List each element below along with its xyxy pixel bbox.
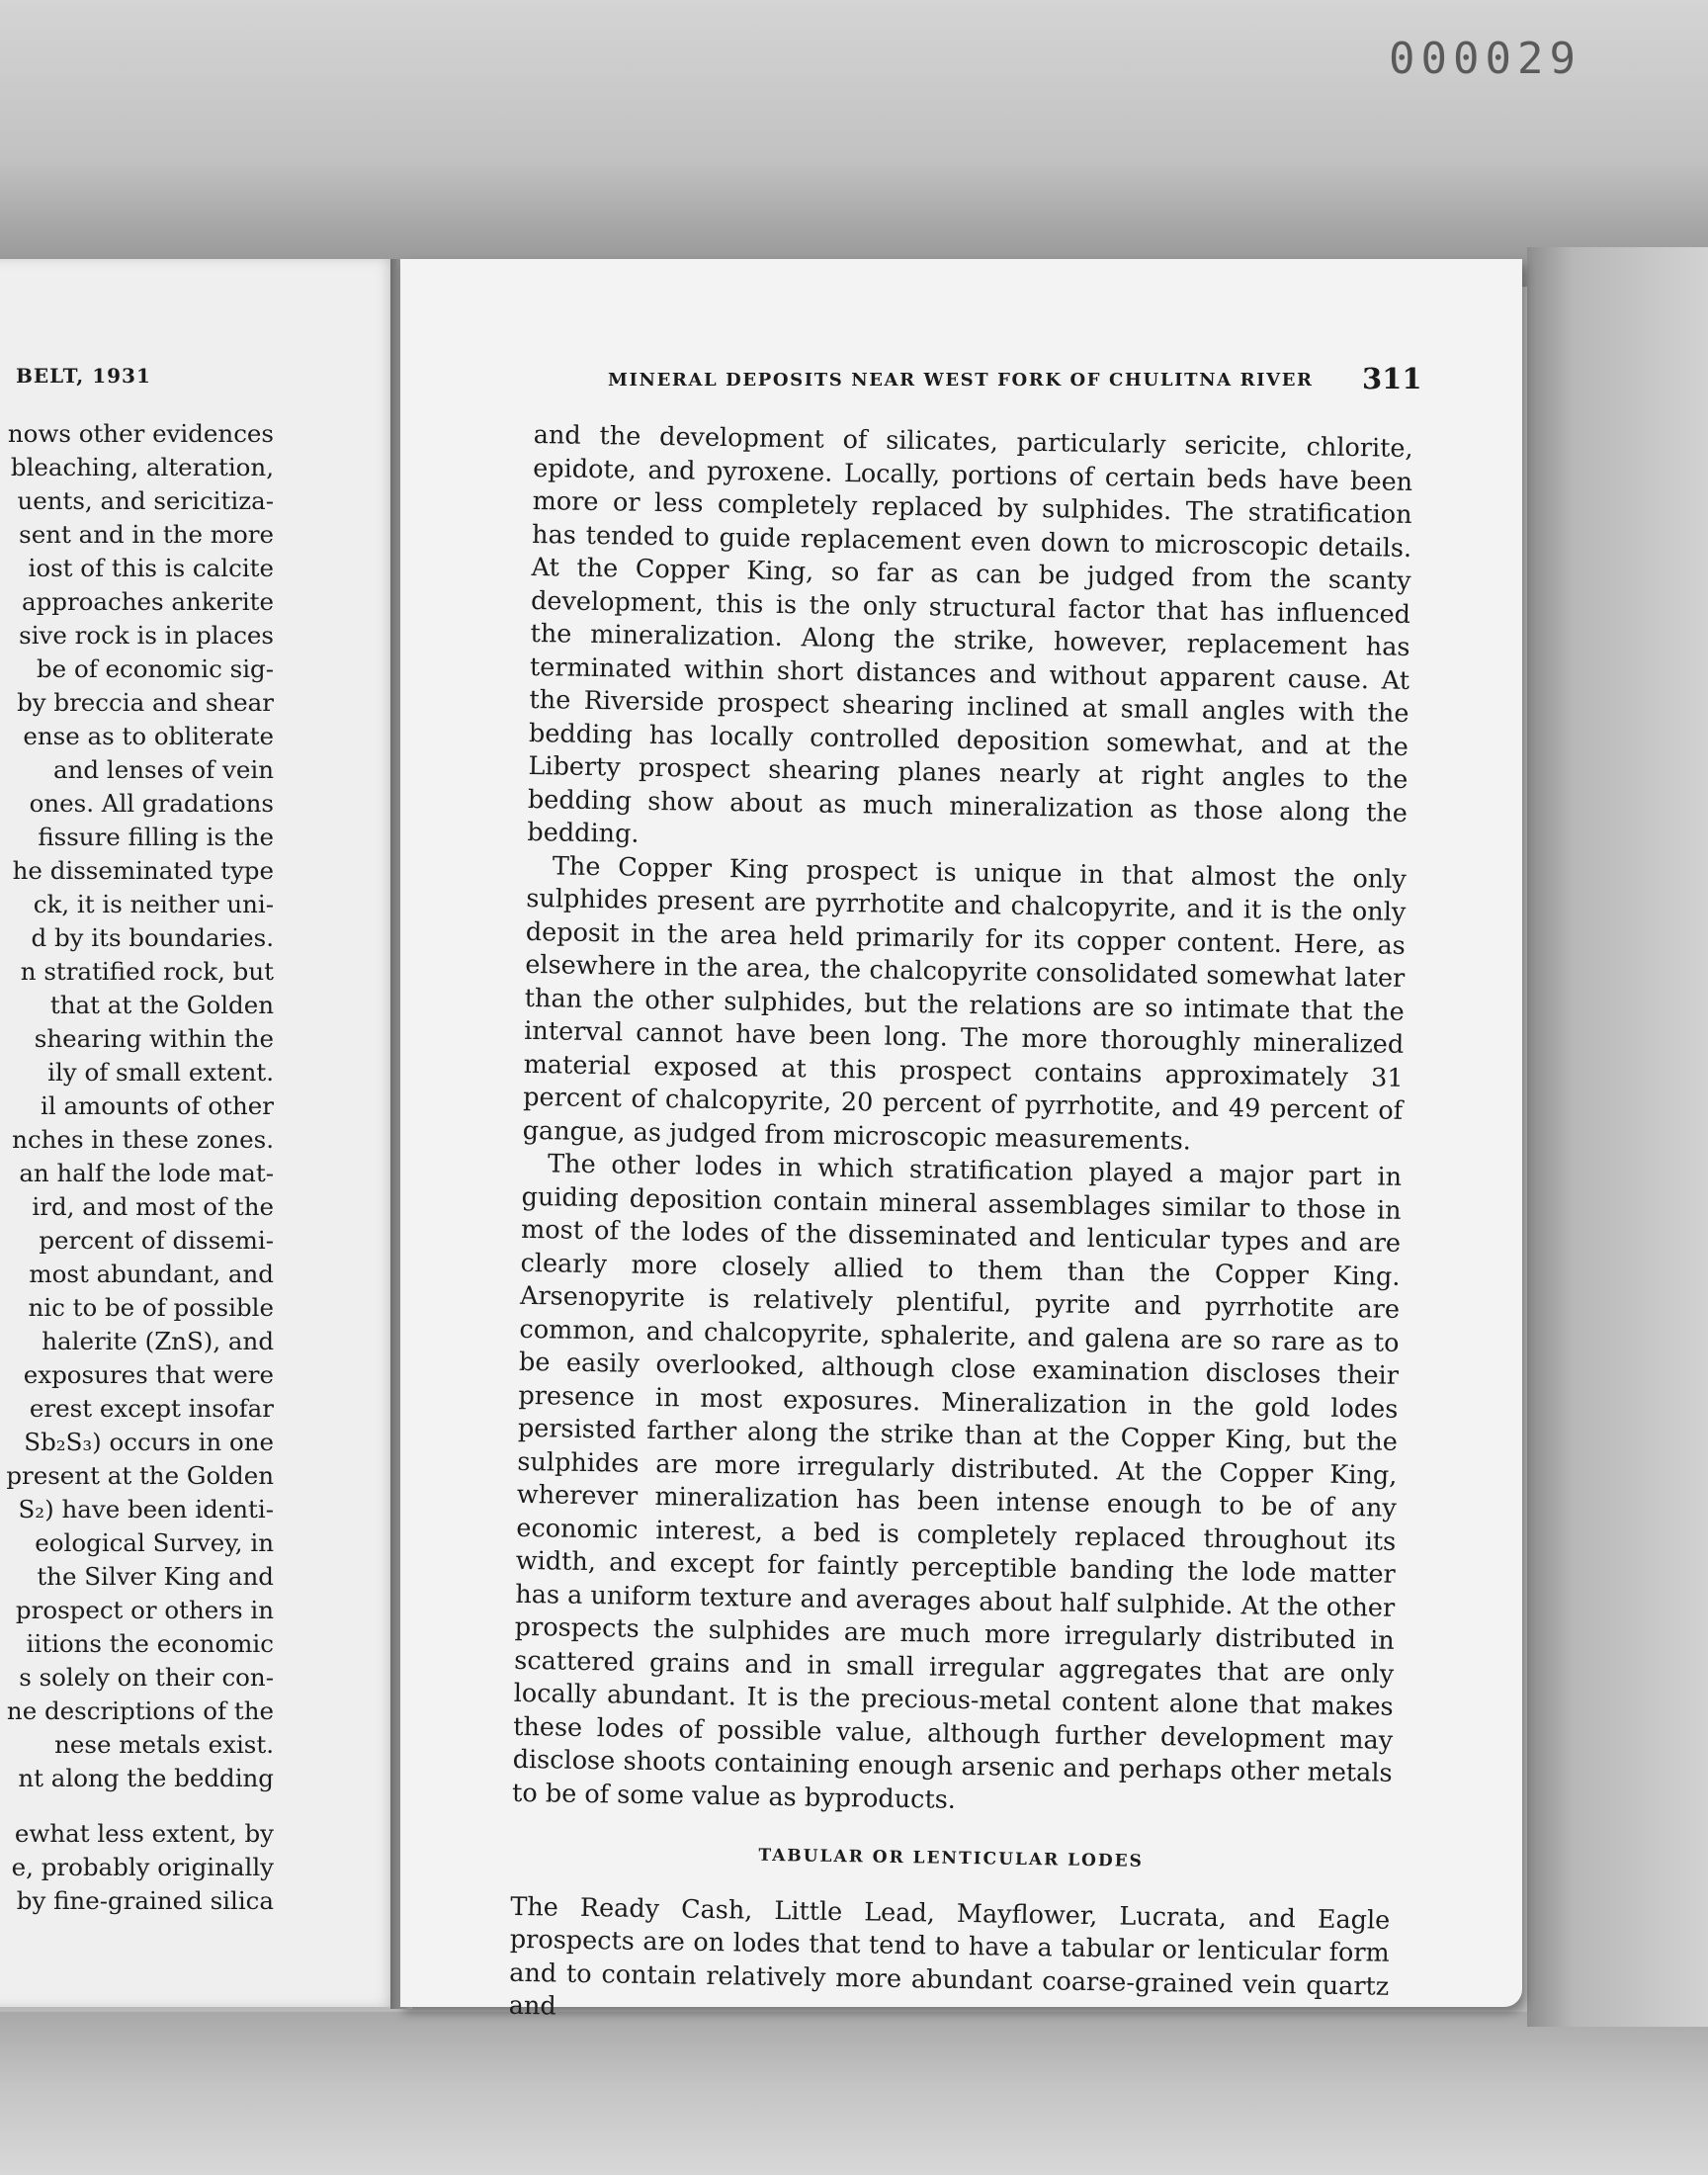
- scan-background-right: [1527, 247, 1708, 2027]
- paragraph: and the development of silicates, particularly sericite, chlorite, epidote, and pyroxene. Locally, portions of certain beds have been more or less completely replaced by sulphides. The stratification has tended to guide replacement even down to microscopic details. At the Copper King, so far as can be judged from the scanty development, this is the only structural factor that has influenced the mineralization. Along the strike, however, replacement has terminated within short distances and without apparent cause. At the Riverside prospect shearing inclined at small angles with the bedding has locally controlled deposition somewhat, and at the Liberty prospect shearing planes nearly at right angles to the bedding show about as much mineralization as those along the bedding.: [527, 419, 1413, 849]
- left-page-line: S₂) have been identi-: [18, 1495, 274, 1523]
- left-page-line: iost of this is calcite: [28, 554, 274, 582]
- left-page-line: sive rock is in places: [19, 621, 274, 650]
- left-page-line: that at the Golden: [49, 991, 274, 1019]
- left-page-line: fissure filling is the: [38, 823, 274, 851]
- scan-background-bottom: [0, 2012, 1708, 2175]
- left-page-line: eological Survey, in: [35, 1528, 274, 1557]
- left-page-line: e, probably originally: [11, 1853, 274, 1881]
- left-page-line: be of economic sig-: [36, 654, 274, 683]
- left-page-line: il amounts of other: [40, 1091, 274, 1120]
- left-page-line: most abundant, and: [29, 1260, 274, 1288]
- left-page-line: an half the lode mat-: [19, 1159, 274, 1187]
- left-page-line: the Silver King and: [37, 1562, 274, 1591]
- left-page-line: Sb₂S₃) occurs in one: [24, 1428, 274, 1456]
- page-header: [400, 362, 1422, 401]
- paragraph: The Copper King prospect is unique in that almost the only sulphides present are pyrrhotite and chalcopyrite, and it is the only deposit in the area held primarily for its copper content. Here, as elsewhere in the area, the chalcopyrite consolidated somewhat later than the other sulphides, but the relations are so intimate that the interval cannot have been long. The more thoroughly mineralized material exposed at this prospect contains approximately 31 percent of chalcopyrite, 20 percent of pyrrhotite, and 49 percent of gangue, as judged from microscopic measurements.: [522, 850, 1408, 1157]
- body-text: [509, 419, 1413, 2037]
- left-page-line: sent and in the more: [19, 520, 274, 549]
- left-page-line: exposures that were: [23, 1360, 274, 1389]
- left-page-line: nic to be of possible: [28, 1293, 274, 1322]
- left-page-line: d by its boundaries.: [31, 923, 274, 952]
- document-stamp-number: 000029: [1389, 34, 1581, 84]
- left-page-line: ck, it is neither uni-: [33, 890, 274, 918]
- left-page-line: by fine-grained silica: [16, 1886, 274, 1915]
- page-number: 311: [1362, 362, 1422, 395]
- left-page-line: and lenses of vein: [53, 755, 274, 784]
- left-page-line: nows other evidences: [7, 419, 274, 448]
- running-head: MINERAL DEPOSITS NEAR WEST FORK OF CHULITNA RIVER: [608, 370, 1314, 391]
- left-page-line: he disseminated type: [12, 856, 274, 885]
- section-heading: TABULAR OR LENTICULAR LODES: [758, 1845, 1145, 1871]
- left-page-line: present at the Golden: [6, 1461, 274, 1490]
- left-page-line: by breccia and shear: [17, 688, 274, 717]
- left-page-line: prospect or others in: [15, 1596, 274, 1624]
- left-page-line: shearing within the: [34, 1024, 274, 1053]
- paragraph: The other lodes in which stratification played a major part in guiding deposition contain mineral assemblages similar to those in most of the lodes of the disseminated and lenticular types and are clearly more closely allied to them than the Copper King. Arsenopyrite is relatively plentiful, pyrite and pyrrhotite are common, and chalcopyrite, sphalerite, and galena are so rare as to be easily overlooked, although close examination discloses their presence in most exposures. Mineralization in the gold lodes persisted farther along the strike than at the Copper King, but the sulphides are more irregularly distributed. At the Copper King, wherever mineralization has been intense enough to be of any economic interest, a bed is completely replaced throughout its width, and except for faintly perceptible banding the lode matter has a uniform texture and averages about half sulphide. At the other prospects the sulphides are much more irregularly distributed in scattered grains and in small irregular aggregates that are only locally abundant. It is the precious-metal content alone that makes these lodes of possible value, although further development may disclose shoots containing enough arsenic and perhaps other metals to be of some value as byproducts.: [511, 1149, 1403, 1815]
- left-page-line: halerite (ZnS), and: [42, 1327, 274, 1355]
- left-page-text: [0, 417, 274, 1918]
- left-page-line: ense as to obliterate: [23, 722, 274, 750]
- right-page: [400, 259, 1522, 2022]
- left-page-line: s solely on their con-: [19, 1663, 274, 1692]
- left-page-line: n stratified rock, but: [20, 957, 274, 986]
- left-facing-page: [0, 259, 400, 2007]
- left-page-line: approaches ankerite: [21, 587, 274, 616]
- left-page-line: ne descriptions of the: [6, 1696, 274, 1725]
- left-page-line: ily of small extent.: [47, 1058, 274, 1087]
- left-page-line: percent of dissemi-: [39, 1226, 274, 1255]
- left-page-line: nt along the bedding: [18, 1764, 274, 1792]
- left-page-header: BELT, 1931: [16, 364, 151, 388]
- left-page-line: ones. All gradations: [29, 789, 274, 818]
- left-page-line: erest except insofar: [29, 1394, 274, 1423]
- left-page-line: uents, and sericitiza-: [17, 486, 274, 515]
- left-page-line: nches in these zones.: [12, 1125, 274, 1154]
- left-page-line: ewhat less extent, by: [14, 1819, 274, 1848]
- left-page-line: ird, and most of the: [32, 1192, 274, 1221]
- paragraph: The Ready Cash, Little Lead, Mayflower, Lucrata, and Eagle prospects are on lodes that tend to have a tabular or lenticular form and to contain relatively more abundant coarse-grained vein quartz and: [508, 1891, 1391, 2022]
- left-page-line: nese metals exist.: [54, 1730, 274, 1759]
- left-page-line: bleaching, alteration,: [10, 453, 274, 481]
- left-page-line: iitions the economic: [26, 1629, 274, 1658]
